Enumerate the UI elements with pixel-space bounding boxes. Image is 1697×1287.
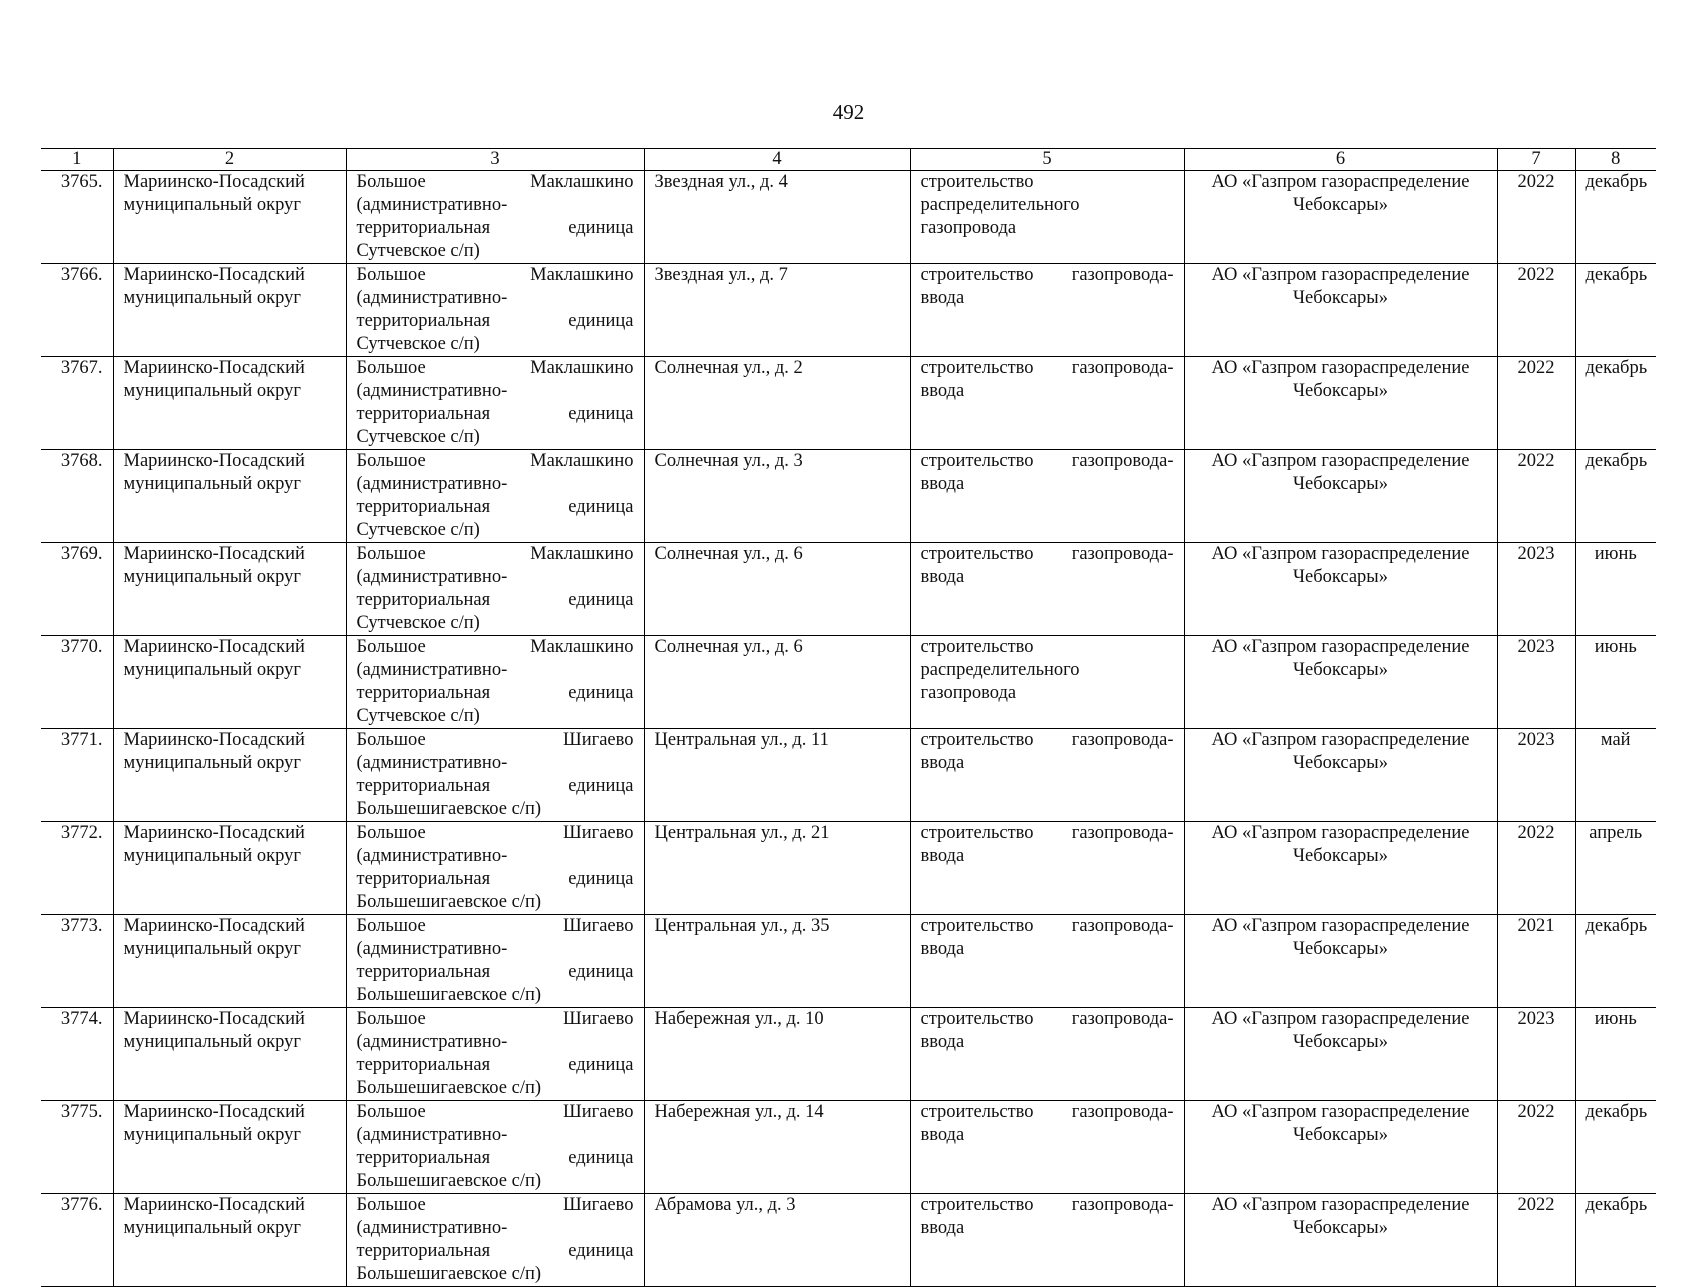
work-type-cell: строительство газопровода-ввода — [910, 1008, 1184, 1101]
district-cell: Мариинско-Посадский муниципальный округ — [113, 1194, 346, 1287]
work-type-cell: строительство газопровода-ввода — [910, 915, 1184, 1008]
settlement-cell: Большое Шигаево (административно-территориальная единица Большешигаевское с/п) — [346, 1101, 644, 1194]
column-header: 7 — [1497, 149, 1575, 171]
settlement-cell: Большое Маклашкино (административно-территориальная единица Сутчевское с/п) — [346, 264, 644, 357]
table-row — [41, 1008, 1656, 1101]
month-cell: декабрь — [1575, 1101, 1656, 1194]
year-cell: 2023 — [1497, 1008, 1575, 1101]
table-row — [41, 822, 1656, 915]
row-number: 3773. — [41, 915, 113, 1008]
row-number: 3768. — [41, 450, 113, 543]
row-number: 3774. — [41, 1008, 113, 1101]
settlement-cell: Большое Шигаево (административно-территориальная единица Большешигаевское с/п) — [346, 729, 644, 822]
operator-cell: АО «Газпром газораспределение Чебоксары» — [1184, 915, 1497, 1008]
operator-cell: АО «Газпром газораспределение Чебоксары» — [1184, 636, 1497, 729]
district-cell: Мариинско-Посадский муниципальный округ — [113, 450, 346, 543]
operator-cell: АО «Газпром газораспределение Чебоксары» — [1184, 1008, 1497, 1101]
address-cell: Звездная ул., д. 4 — [644, 171, 910, 264]
table-row — [41, 636, 1656, 729]
row-number: 3767. — [41, 357, 113, 450]
work-type-cell: строительство газопровода-ввода — [910, 264, 1184, 357]
page-number: 492 — [832, 100, 865, 124]
month-cell: июнь — [1575, 636, 1656, 729]
district-cell: Мариинско-Посадский муниципальный округ — [113, 729, 346, 822]
row-number: 3770. — [41, 636, 113, 729]
year-cell: 2021 — [1497, 915, 1575, 1008]
row-number: 3769. — [41, 543, 113, 636]
month-cell: декабрь — [1575, 450, 1656, 543]
year-cell: 2023 — [1497, 636, 1575, 729]
settlement-cell: Большое Маклашкино (административно-территориальная единица Сутчевское с/п) — [346, 171, 644, 264]
year-cell: 2022 — [1497, 171, 1575, 264]
column-header: 3 — [346, 149, 644, 171]
row-number: 3771. — [41, 729, 113, 822]
address-cell: Звездная ул., д. 7 — [644, 264, 910, 357]
column-header: 8 — [1575, 149, 1656, 171]
district-cell: Мариинско-Посадский муниципальный округ — [113, 171, 346, 264]
district-cell: Мариинско-Посадский муниципальный округ — [113, 543, 346, 636]
year-cell: 2022 — [1497, 357, 1575, 450]
settlement-cell: Большое Шигаево (административно-территориальная единица Большешигаевское с/п) — [346, 1008, 644, 1101]
settlement-cell: Большое Маклашкино (административно-территориальная единица Сутчевское с/п) — [346, 543, 644, 636]
month-cell: декабрь — [1575, 915, 1656, 1008]
address-cell: Центральная ул., д. 11 — [644, 729, 910, 822]
district-cell: Мариинско-Посадский муниципальный округ — [113, 822, 346, 915]
settlement-cell: Большое Шигаево (административно-территориальная единица Большешигаевское с/п) — [346, 822, 644, 915]
operator-cell: АО «Газпром газораспределение Чебоксары» — [1184, 729, 1497, 822]
year-cell: 2023 — [1497, 729, 1575, 822]
month-cell: декабрь — [1575, 357, 1656, 450]
column-header: 5 — [910, 149, 1184, 171]
address-cell: Набережная ул., д. 14 — [644, 1101, 910, 1194]
work-type-cell: строительство газопровода-ввода — [910, 357, 1184, 450]
address-cell: Центральная ул., д. 35 — [644, 915, 910, 1008]
operator-cell: АО «Газпром газораспределение Чебоксары» — [1184, 1101, 1497, 1194]
table-row — [41, 450, 1656, 543]
year-cell: 2022 — [1497, 1101, 1575, 1194]
settlement-cell: Большое Шигаево (административно-территориальная единица Большешигаевское с/п) — [346, 1194, 644, 1287]
district-cell: Мариинско-Посадский муниципальный округ — [113, 264, 346, 357]
work-type-cell: строительство газопровода-ввода — [910, 1194, 1184, 1287]
work-type-cell: строительство газопровода-ввода — [910, 822, 1184, 915]
work-type-cell: строительство газопровода-ввода — [910, 729, 1184, 822]
table-row — [41, 729, 1656, 822]
column-header: 6 — [1184, 149, 1497, 171]
settlement-cell: Большое Маклашкино (административно-территориальная единица Сутчевское с/п) — [346, 450, 644, 543]
operator-cell: АО «Газпром газораспределение Чебоксары» — [1184, 357, 1497, 450]
operator-cell: АО «Газпром газораспределение Чебоксары» — [1184, 264, 1497, 357]
column-header: 1 — [41, 149, 113, 171]
column-header: 2 — [113, 149, 346, 171]
table-row — [41, 357, 1656, 450]
settlement-cell: Большое Маклашкино (административно-территориальная единица Сутчевское с/п) — [346, 357, 644, 450]
gasification-table — [41, 148, 1656, 1287]
month-cell: апрель — [1575, 822, 1656, 915]
table-row — [41, 171, 1656, 264]
year-cell: 2023 — [1497, 543, 1575, 636]
work-type-cell: строительство распределительного газопровода — [910, 171, 1184, 264]
table-row — [41, 264, 1656, 357]
table-row — [41, 543, 1656, 636]
work-type-cell: строительство распределительного газопровода — [910, 636, 1184, 729]
district-cell: Мариинско-Посадский муниципальный округ — [113, 1101, 346, 1194]
settlement-cell: Большое Шигаево (административно-территориальная единица Большешигаевское с/п) — [346, 915, 644, 1008]
year-cell: 2022 — [1497, 822, 1575, 915]
district-cell: Мариинско-Посадский муниципальный округ — [113, 1008, 346, 1101]
month-cell: июнь — [1575, 1008, 1656, 1101]
operator-cell: АО «Газпром газораспределение Чебоксары» — [1184, 543, 1497, 636]
month-cell: декабрь — [1575, 264, 1656, 357]
row-number: 3765. — [41, 171, 113, 264]
address-cell: Абрамова ул., д. 3 — [644, 1194, 910, 1287]
address-cell: Солнечная ул., д. 6 — [644, 636, 910, 729]
operator-cell: АО «Газпром газораспределение Чебоксары» — [1184, 171, 1497, 264]
operator-cell: АО «Газпром газораспределение Чебоксары» — [1184, 450, 1497, 543]
table-row — [41, 915, 1656, 1008]
month-cell: декабрь — [1575, 1194, 1656, 1287]
table-row — [41, 1194, 1656, 1287]
table-row — [41, 1101, 1656, 1194]
district-cell: Мариинско-Посадский муниципальный округ — [113, 636, 346, 729]
operator-cell: АО «Газпром газораспределение Чебоксары» — [1184, 822, 1497, 915]
settlement-cell: Большое Маклашкино (административно-территориальная единица Сутчевское с/п) — [346, 636, 644, 729]
year-cell: 2022 — [1497, 450, 1575, 543]
address-cell: Набережная ул., д. 10 — [644, 1008, 910, 1101]
row-number: 3775. — [41, 1101, 113, 1194]
operator-cell: АО «Газпром газораспределение Чебоксары» — [1184, 1194, 1497, 1287]
column-number-row — [41, 149, 1656, 171]
district-cell: Мариинско-Посадский муниципальный округ — [113, 915, 346, 1008]
month-cell: май — [1575, 729, 1656, 822]
table-body — [41, 171, 1656, 1287]
column-header: 4 — [644, 149, 910, 171]
work-type-cell: строительство газопровода-ввода — [910, 1101, 1184, 1194]
row-number: 3776. — [41, 1194, 113, 1287]
address-cell: Солнечная ул., д. 6 — [644, 543, 910, 636]
year-cell: 2022 — [1497, 264, 1575, 357]
month-cell: декабрь — [1575, 171, 1656, 264]
row-number: 3766. — [41, 264, 113, 357]
work-type-cell: строительство газопровода-ввода — [910, 450, 1184, 543]
address-cell: Солнечная ул., д. 2 — [644, 357, 910, 450]
address-cell: Центральная ул., д. 21 — [644, 822, 910, 915]
district-cell: Мариинско-Посадский муниципальный округ — [113, 357, 346, 450]
month-cell: июнь — [1575, 543, 1656, 636]
work-type-cell: строительство газопровода-ввода — [910, 543, 1184, 636]
address-cell: Солнечная ул., д. 3 — [644, 450, 910, 543]
row-number: 3772. — [41, 822, 113, 915]
year-cell: 2022 — [1497, 1194, 1575, 1287]
